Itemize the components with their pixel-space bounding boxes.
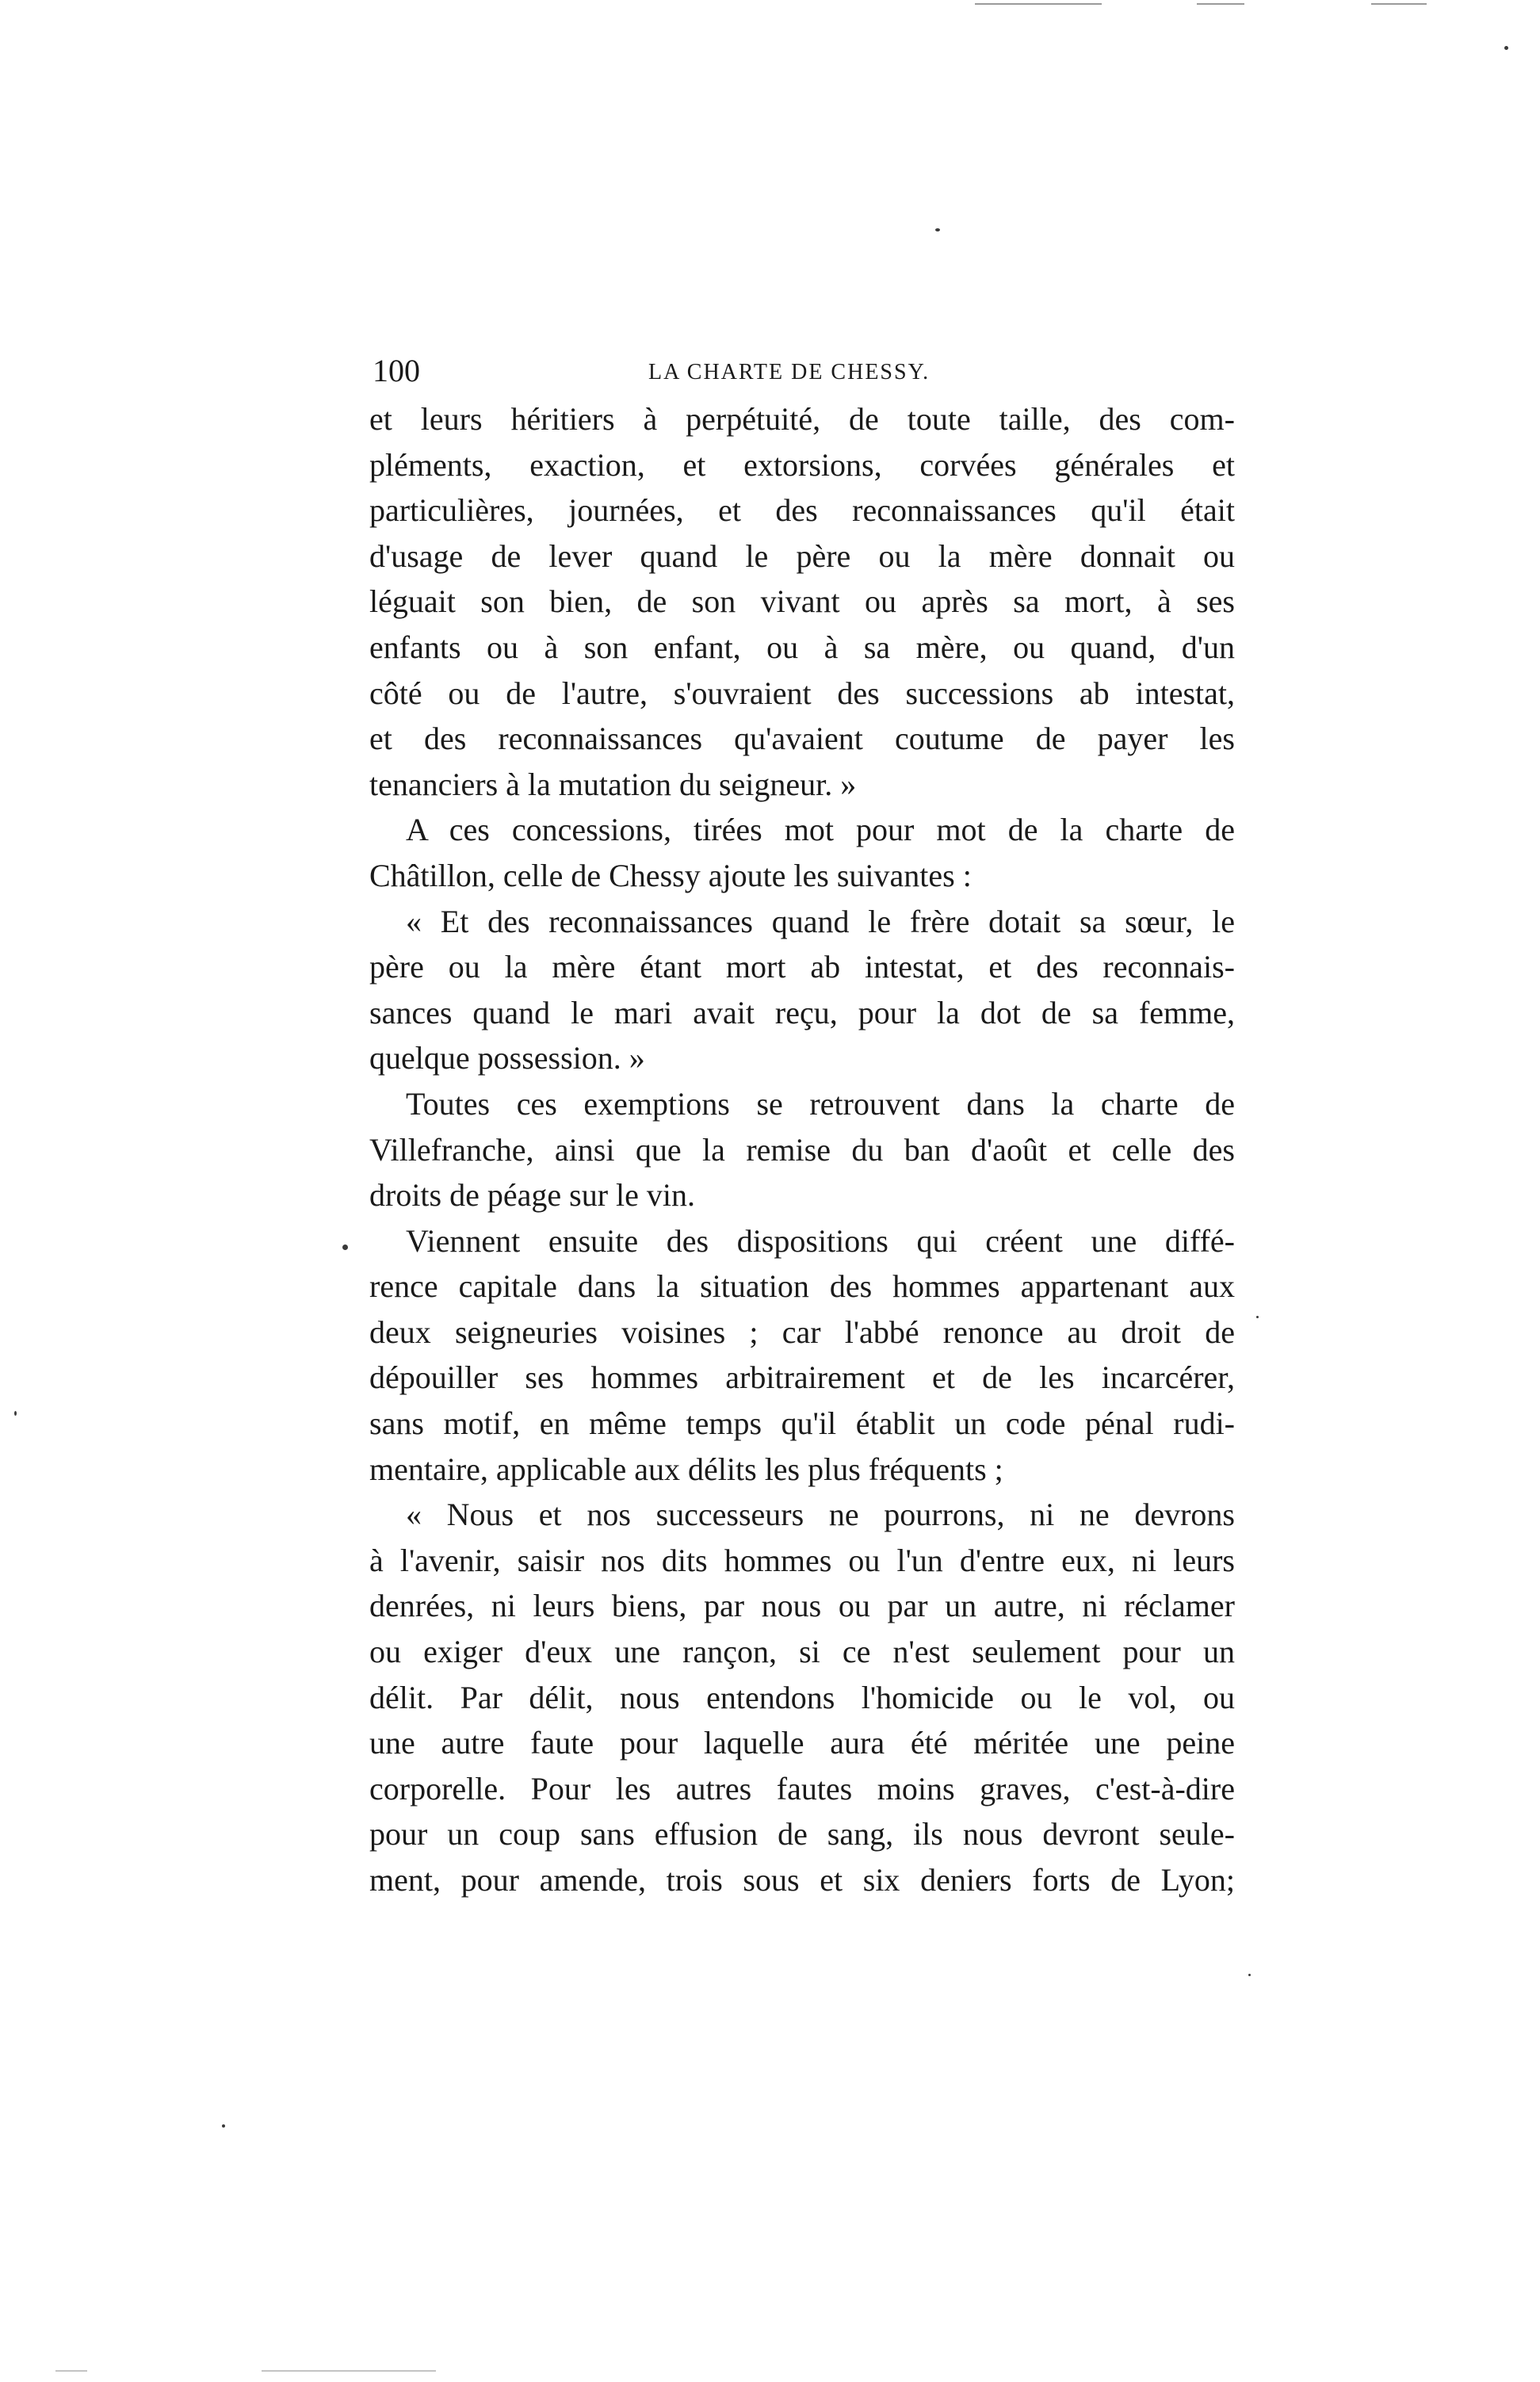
text-line: deux seigneuries voisines ; car l'abbé renonce au droit de [369, 1313, 1235, 1350]
text-line: d'usage de lever quand le père ou la mère donnait ou [369, 537, 1235, 574]
body-text [369, 396, 1235, 1903]
text-line: dépouiller ses hommes arbitrairement et de les incarcérer, [369, 1359, 1235, 1396]
text-line: corporelle. Pour les autres fautes moins graves, c'est-à-dire [369, 1770, 1235, 1807]
text-line: tenanciers à la mutation du seigneur. » [369, 766, 857, 802]
text-line: mentaire, applicable aux délits les plus fréquents ; [369, 1451, 1003, 1487]
text-line: droits de péage sur le vin. [369, 1177, 695, 1214]
text-line: quelque possession. » [369, 1040, 645, 1076]
scan-artifact [1197, 3, 1244, 5]
scan-artifact [55, 2370, 87, 2372]
scan-artifact [1248, 1974, 1251, 1976]
running-title: LA CHARTE DE CHESSY. [648, 360, 930, 384]
running-head [373, 347, 1236, 395]
scan-artifact [222, 2124, 225, 2128]
scan-artifact [975, 3, 1102, 5]
text-line: pléments, exaction, et extorsions, corvées générales et [369, 446, 1235, 483]
text-line: une autre faute pour laquelle aura été méritée une peine [369, 1725, 1235, 1761]
text-line: enfants ou à son enfant, ou à sa mère, ou quand, d'un [369, 629, 1235, 665]
scan-artifact [14, 1411, 17, 1416]
text-line: ment, pour amende, trois sous et six deniers forts de Lyon; [369, 1862, 1235, 1898]
text-line: à l'avenir, saisir nos dits hommes ou l'un d'entre eux, ni leurs [369, 1542, 1235, 1578]
text-line: côté ou de l'autre, s'ouvraient des successions ab intestat, [369, 675, 1235, 711]
scan-artifact [1256, 1316, 1259, 1318]
scan-artifact [1504, 46, 1508, 50]
text-line: Viennent ensuite des dispositions qui créent une diffé- [406, 1222, 1235, 1259]
text-line: A ces concessions, tirées mot pour mot de la charte de [406, 812, 1235, 848]
text-line: « Nous et nos successeurs ne pourrons, ni ne devrons [406, 1497, 1235, 1533]
text-line: « Et des reconnaissances quand le frère dotait sa sœur, le [406, 903, 1235, 939]
scan-artifact [342, 1245, 348, 1250]
scan-artifact [262, 2370, 436, 2372]
text-line: Toutes ces exemptions se retrouvent dans la charte de [406, 1085, 1235, 1122]
text-line: Villefranche, ainsi que la remise du ban d'août et celle des [369, 1131, 1235, 1168]
text-line: Châtillon, celle de Chessy ajoute les suivantes : [369, 857, 972, 893]
text-line: pour un coup sans effusion de sang, ils nous devront seule- [369, 1816, 1235, 1852]
text-line: et leurs héritiers à perpétuité, de toute taille, des com- [369, 401, 1235, 437]
text-line: particulières, journées, et des reconnaissances qu'il était [369, 492, 1235, 529]
text-line: sances quand le mari avait reçu, pour la dot de sa femme, [369, 994, 1235, 1030]
text-line: délit. Par délit, nous entendons l'homicide ou le vol, ou [369, 1679, 1235, 1715]
text-line: et des reconnaissances qu'avaient coutume de payer les [369, 721, 1235, 757]
text-line: denrées, ni leurs biens, par nous ou par un autre, ni réclamer [369, 1588, 1235, 1624]
scan-artifact [1371, 3, 1427, 5]
text-line: léguait son bien, de son vivant ou après sa mort, à ses [369, 583, 1235, 620]
page-number: 100 [373, 353, 420, 388]
text-line: sans motif, en même temps qu'il établit un code pénal rudi- [369, 1405, 1235, 1442]
text-line: père ou la mère étant mort ab intestat, et des reconnais- [369, 949, 1235, 985]
text-line: ou exiger d'eux une rançon, si ce n'est seulement pour un [369, 1634, 1235, 1670]
text-line: rence capitale dans la situation des hommes appartenant aux [369, 1268, 1235, 1305]
scan-artifact [935, 228, 940, 231]
